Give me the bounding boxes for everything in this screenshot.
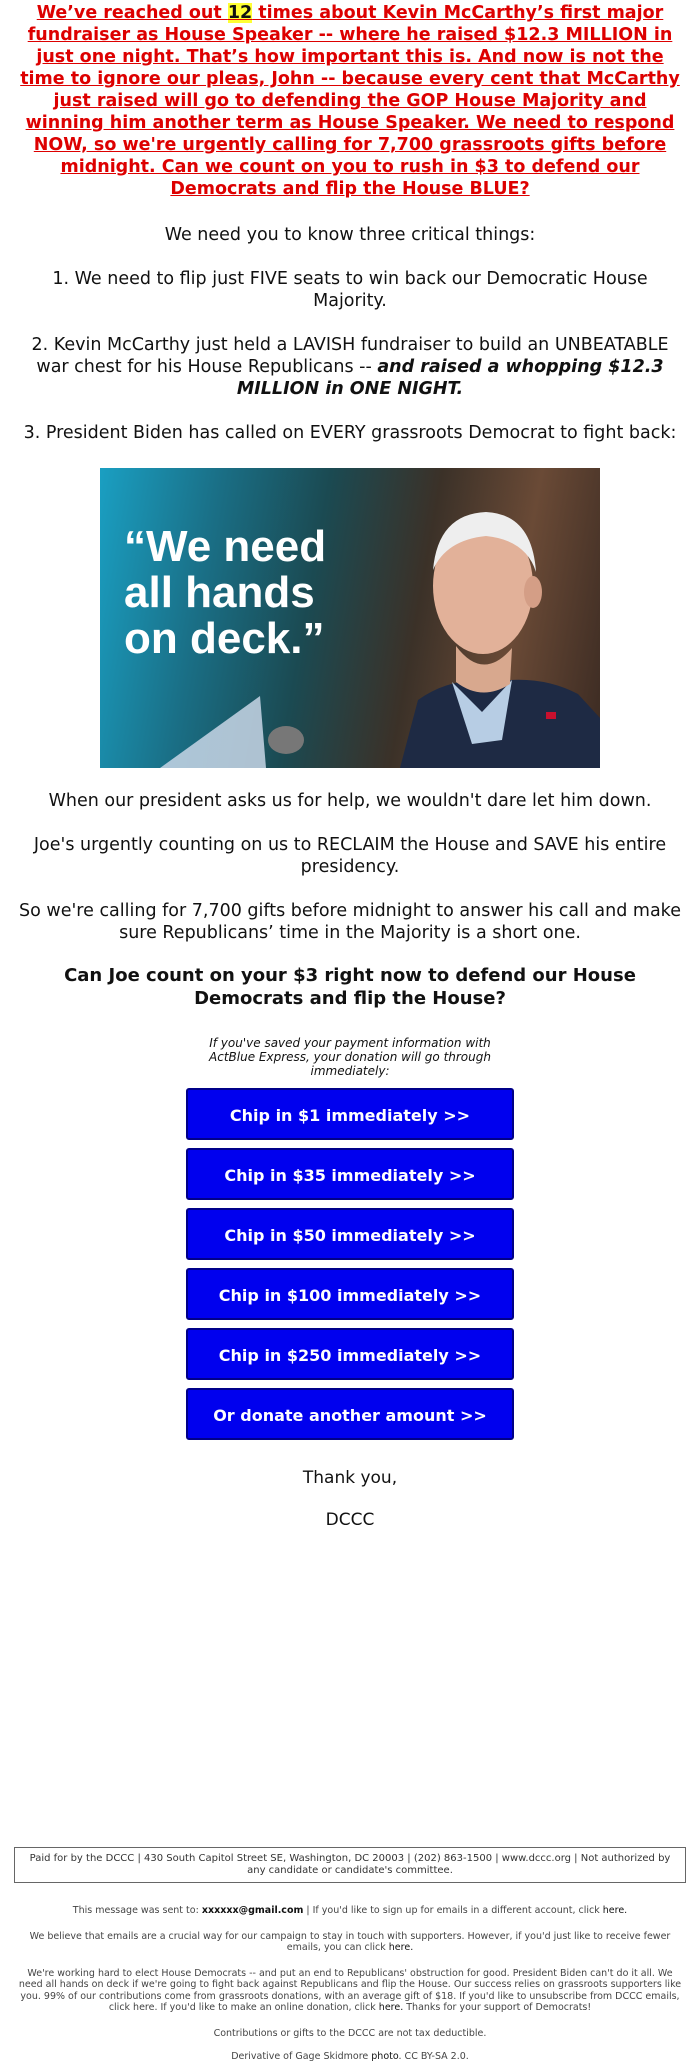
- point-two-emphasis: and raised a whopping $12.3 MILLION in ONE NIGHT.: [236, 357, 664, 399]
- sent-to-label: This message was sent to:: [72, 1905, 202, 1916]
- donate-35-button[interactable]: Chip in $35 immediately >>: [186, 1148, 514, 1200]
- donate-50-button[interactable]: Chip in $50 immediately >>: [186, 1208, 514, 1260]
- signoff: Thank you,: [302, 1468, 398, 1488]
- photo-credit-link[interactable]: photo: [371, 2051, 399, 2062]
- online-donation-link[interactable]: here.: [378, 2002, 404, 2013]
- photo-credit-text: Derivative of Gage Skidmore: [231, 2051, 372, 2062]
- quote-line-1: “We need: [124, 522, 327, 571]
- donate-other-amount-button[interactable]: Or donate another amount >>: [186, 1388, 514, 1440]
- tax-disclaimer: Contributions or gifts to the DCCC are not tax deductible.: [213, 2027, 487, 2039]
- recipient-email: xxxxxx@gmail.com: [201, 1905, 304, 1916]
- point-two-text: 2. Kevin McCarthy just held a LAVISH fundraiser to build an UNBEATABLE war chest for his House Republicans --: [31, 335, 669, 377]
- quote-line-2: all hands: [124, 568, 315, 617]
- email-page: [0, 2, 700, 2063]
- biden-quote-image[interactable]: [100, 468, 600, 768]
- working-hard-text: We're working hard to elect House Democrats -- and put an end to Republicans' obstruction for good. President Biden can't do it all. We need all hands on deck if we're going to fight back against Republicans and flip the House. Our success relies on grassroots supporters like you. 99% of our contributions come from grassroots donations, with an average gift of $18. If you'd like to unsubscribe from DCCC emails, click here. If you'd like to make an online donation, click: [18, 1967, 682, 2013]
- point-one: 1. We need to flip just FIVE seats to win back our Democratic House Majority.: [52, 269, 648, 311]
- signup-different-account-link[interactable]: here.: [602, 1905, 628, 1916]
- fewer-emails-text: We believe that emails are a crucial way for our campaign to stay in touch with supporters. However, if you'd just like to receive fewer emails, you can click: [29, 1930, 671, 1953]
- signature: DCCC: [325, 1510, 375, 1530]
- donate-100-button[interactable]: Chip in $100 immediately >>: [186, 1268, 514, 1320]
- working-hard-end: Thanks for your support of Democrats!: [403, 2002, 592, 2013]
- after-text-3: So we're calling for 7,700 gifts before midnight to answer his call and make sure Republicans’ time in the Majority is a short one.: [19, 901, 681, 943]
- donation-ask: Can Joe count on your $3 right now to defend our House Democrats and flip the House?: [64, 965, 636, 1009]
- paid-for-by-disclaimer: Paid for by the DCCC | 430 South Capitol Street SE, Washington, DC 20003 | (202) 863-1500 | www.dccc.org | Not authorized by any candidate or candidate's committee.: [14, 1847, 686, 1883]
- sent-to-text: | If you'd like to sign up for emails in a different account, click: [303, 1905, 603, 1916]
- headline-pre: We’ve reached out: [36, 3, 228, 23]
- highlighted-count: 12: [227, 3, 253, 23]
- donate-250-button[interactable]: Chip in $250 immediately >>: [186, 1328, 514, 1380]
- fewer-emails-link[interactable]: here.: [388, 1942, 414, 1953]
- quote-text: [124, 524, 326, 662]
- fewer-emails-line: [18, 1931, 682, 1954]
- photo-credit: [18, 2051, 682, 2063]
- quote-line-3: on deck.”: [124, 614, 325, 663]
- photo-credit-license: . CC BY-SA 2.0.: [398, 2051, 469, 2062]
- email-body: [0, 2, 700, 1530]
- after-text-2: Joe's urgently counting on us to RECLAIM the House and SAVE his entire presidency.: [33, 835, 667, 877]
- working-hard-line: [18, 1968, 682, 2014]
- donation-buttons: [16, 1088, 684, 1440]
- headline-link[interactable]: [16, 2, 684, 200]
- actblue-express-note: If you've saved your payment information with ActBlue Express, your donation will go through immediately:: [209, 1036, 491, 1078]
- headline-post: times about Kevin McCarthy’s first major fundraiser as House Speaker -- where he raised $12.3 MILLION in just one night. That’s how important this is. And now is not the time to ignore our pleas, John -- because every cent that McCarthy just raised will go to defending the GOP House Majority and winning him another term as House Speaker. We need to respond NOW, so we're urgently calling for 7,700 grassroots gifts before midnight. Can we count on you to rush in $3 to defend our Democrats and flip the House BLUE?: [20, 3, 680, 199]
- after-text-1: When our president asks us for help, we wouldn't dare let him down.: [48, 791, 652, 811]
- point-three: 3. President Biden has called on EVERY grassroots Democrat to fight back:: [23, 423, 677, 443]
- intro-text: We need you to know three critical things:: [164, 225, 536, 245]
- point-two: [16, 334, 684, 400]
- sent-to-line: [18, 1905, 682, 1917]
- donate-1-button[interactable]: Chip in $1 immediately >>: [186, 1088, 514, 1140]
